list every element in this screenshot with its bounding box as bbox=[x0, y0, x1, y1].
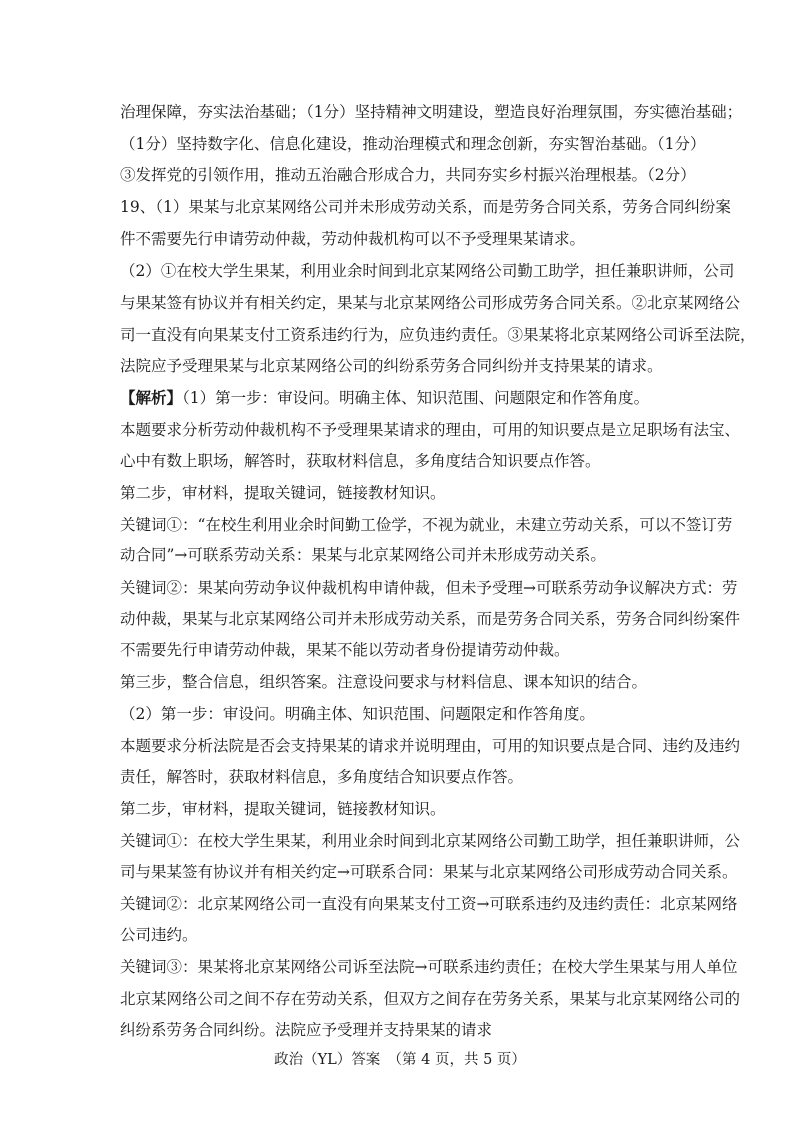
page-footer: 政治（YL）答案 （第 4 页，共 5 页） bbox=[274, 1052, 526, 1068]
text-line: （2）第一步：审设问。明确主体、知识范围、问题限定和作答角度。 bbox=[120, 705, 595, 723]
text-line: 心中有数上职场，解答时，获取材料信息，多角度结合知识要点作答。 bbox=[120, 452, 601, 470]
text-line: 关键词②：北京某网络公司一直没有向果某支付工资→可联系违约及违约责任：北京某网络 bbox=[120, 895, 738, 913]
text-line: 关键词①：在校大学生果某，利用业余时间到北京某网络公司勤工助学，担任兼职讲师，公 bbox=[120, 832, 741, 850]
text-line: 第二步，审材料，提取关键词，链接教材知识。 bbox=[120, 484, 446, 502]
text-line: 本题要求分析劳动仲裁机构不予受理果某请求的理由，可用的知识要点是立足职场有法宝、 bbox=[120, 421, 741, 439]
text-line: 关键词②：果某向劳动争议仲裁机构申请仲裁，但未予受理→可联系劳动争议解决方式：劳 bbox=[120, 579, 738, 597]
text-line: 动合同”→可联系劳动关系：果某与北京某网络公司并未形成劳动关系。 bbox=[120, 546, 606, 564]
text-line: 动仲裁，果某与北京某网络公司并未形成劳动关系，而是劳务合同关系，劳务合同纠纷案件 bbox=[120, 610, 741, 628]
text-line: 第三步，整合信息，组织答案。注意设问要求与材料信息、课本知识的结合。 bbox=[120, 673, 648, 691]
text-line: 司一直没有向果某支付工资系违约行为，应负违约责任。③果某将北京某网络公司诉至法院， bbox=[120, 326, 756, 344]
analysis-line bbox=[120, 388, 690, 408]
text-line: 司与果某签有协议并有相关约定→可联系合同：果某与北京某网络公司形成劳动合同关系。 bbox=[120, 863, 738, 881]
text-line: 责任，解答时，获取材料信息，多角度结合知识要点作答。 bbox=[120, 768, 524, 786]
analysis-tag: 【解析】 bbox=[120, 388, 183, 407]
text-line: 公司违约。 bbox=[120, 926, 198, 944]
text-line: 与果某签有协议并有相关约定，果某与北京某网络公司形成劳务合同关系。②北京某网络公 bbox=[120, 294, 741, 312]
text-line: 19、（1）果某与北京某网络公司并未形成劳动关系，而是劳务合同关系，劳务合同纠纷案 bbox=[120, 198, 731, 216]
text-line: 关键词③：果某将北京某网络公司诉至法院→可联系违约责任；在校大学生果某与用人单位 bbox=[120, 958, 738, 976]
text-line: 本题要求分析法院是否会支持果某的请求并说明理由，可用的知识要点是合同、违约及违约 bbox=[120, 737, 741, 755]
text-line: 不需要先行申请劳动仲裁，果某不能以劳动者身份提请劳动仲裁。 bbox=[120, 641, 570, 659]
analysis-text: （1）第一步：审设问。明确主体、知识范围、问题限定和作答角度。 bbox=[182, 389, 650, 407]
text-line: 件不需要先行申请劳动仲裁，劳动仲裁机构可以不予受理果某请求。 bbox=[120, 230, 586, 248]
text-line: 法院应予受理果某与北京某网络公司的纠纷系劳务合同纠纷并支持果某的请求。 bbox=[120, 357, 663, 375]
text-line: 治理保障，夯实法治基础；（1分）坚持精神文明建设，塑造良好治理氛围，夯实德治基础； bbox=[120, 103, 743, 121]
text-line: 关键词①：“在校生利用业余时间勤工俭学，不视为就业，未建立劳动关系，可以不签订劳 bbox=[120, 516, 733, 534]
text-line: （1分）坚持数字化、信息化建设，推动治理模式和理念创新，夯实智治基础。（1分） bbox=[120, 135, 706, 153]
text-line: （2）①在校大学生果某，利用业余时间到北京某网络公司勤工助学，担任兼职讲师，公司 bbox=[120, 262, 735, 280]
text-line: 纠纷系劳务合同纠纷。法院应予受理并支持果某的请求 bbox=[120, 1021, 493, 1039]
text-line: ③发挥党的引领作用，推动五治融合形成合力，共同夯实乡村振兴治理根基。（2分） bbox=[120, 166, 696, 184]
text-line: 北京某网络公司之间不存在劳动关系，但双方之间存在劳务关系，果某与北京某网络公司的 bbox=[120, 990, 741, 1008]
text-line: 第二步，审材料，提取关键词，链接教材知识。 bbox=[120, 800, 446, 818]
